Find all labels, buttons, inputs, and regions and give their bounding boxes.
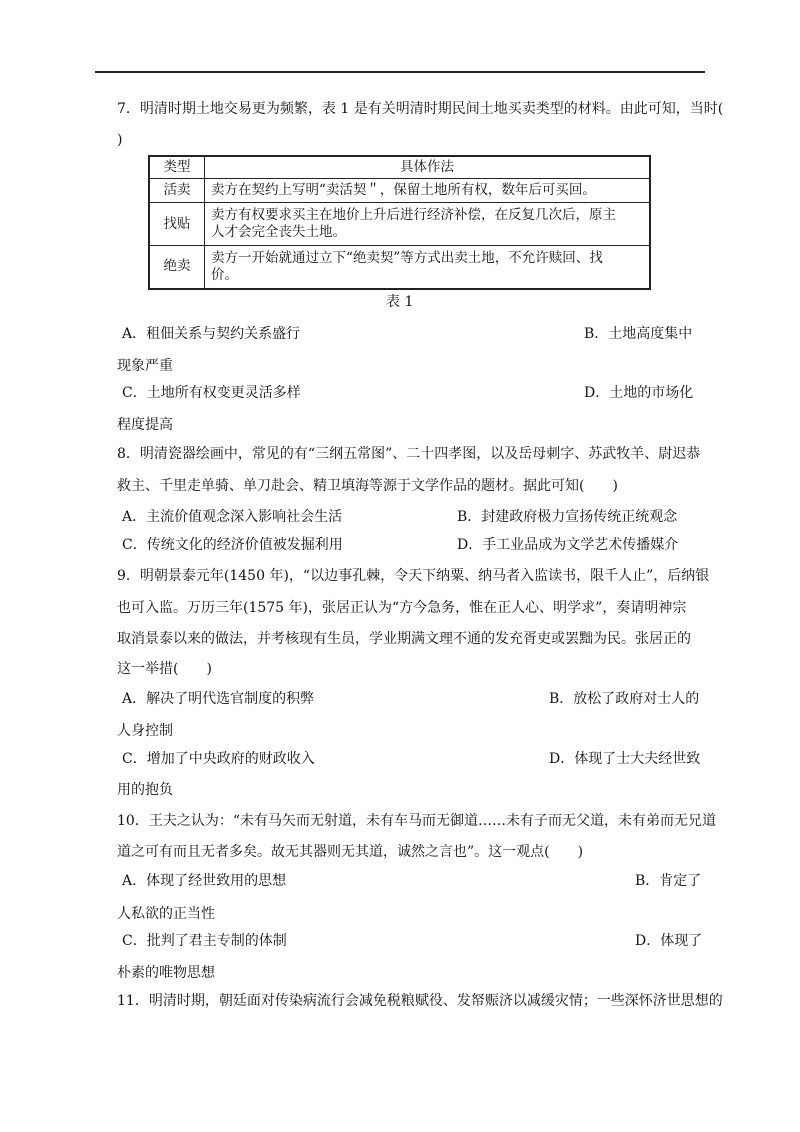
q8-stem-line-2: 救主、千里走单骑、单刀赴会、精卫填海等源于文学作品的题材。据此可知( ) <box>117 478 618 494</box>
q9-stem-line-4: 这一举措( ) <box>117 661 212 677</box>
table-cell-type: 找贴 <box>149 203 205 246</box>
q8-option-b: B．封建政府极力宣扬传统正统观念 <box>457 509 678 525</box>
q9-option-a: A．解决了明代选官制度的积弊 <box>122 691 315 707</box>
desc-line: 价。 <box>211 266 238 283</box>
table-cell-type: 活卖 <box>149 178 205 202</box>
table-caption: 表 1 <box>386 294 414 310</box>
q8-option-c: C．传统文化的经济价值被发掘利用 <box>122 537 343 553</box>
q10-option-c: C．批判了君主专制的体制 <box>122 933 287 949</box>
q9-option-c: C．增加了中央政府的财政收入 <box>122 751 315 767</box>
q7-stem-line-1: 7．明清时期土地交易更为频繁，表 1 是有关明清时期民间土地买卖类型的材料。由此可知，当时( <box>117 101 724 117</box>
table-cell-desc <box>205 245 651 289</box>
land-sale-types-table <box>148 155 651 290</box>
table-header-method: 具体作法 <box>205 156 651 178</box>
q9-option-b-cont: 人身控制 <box>117 723 173 739</box>
q8-option-a: A．主流价值观念深入影响社会生活 <box>122 509 343 525</box>
table-cell-desc: 卖方在契约上写明“卖活契＂，保留土地所有权，数年后可买回。 <box>205 178 651 202</box>
q7-option-b: B．土地高度集中 <box>584 326 693 342</box>
table-row <box>149 178 650 202</box>
q7-option-b-cont: 现象严重 <box>117 358 173 374</box>
q10-option-d: D．体现了 <box>635 933 703 949</box>
desc-line: 卖方一开始就通过立下“绝卖契”等方式出卖土地，不允许赎回、找 <box>211 249 603 266</box>
q8-option-d: D．手工业品成为文学艺术传播媒介 <box>457 537 679 553</box>
q8-stem-line-1: 8．明清瓷器绘画中，常见的有“三纲五常图”、二十四孝图，以及岳母刺字、苏武牧羊、尉迟恭 <box>117 446 701 462</box>
table-header-type: 类型 <box>149 156 205 178</box>
table-header-row <box>149 156 650 178</box>
q7-stem-line-2: ) <box>117 132 123 148</box>
table-cell-desc <box>205 203 651 246</box>
q7-option-a: A．租佃关系与契约关系盛行 <box>122 326 301 342</box>
q9-option-d: D．体现了士大夫经世致 <box>549 751 701 767</box>
desc-line: 人才会完全丧失土地。 <box>211 224 346 240</box>
q7-option-c: C．土地所有权变更灵活多样 <box>122 385 301 401</box>
q10-option-b: B．肯定了 <box>635 873 702 889</box>
q10-option-b-cont: 人私欲的正当性 <box>117 906 215 922</box>
q9-stem-line-2: 也可入监。万历三年(1575 年)，张居正认为“方今急务，惟在正人心、明学求”，奏请明神宗 <box>117 600 687 616</box>
q7-option-d: D．土地的市场化 <box>584 385 694 401</box>
q10-option-d-cont: 朴素的唯物思想 <box>117 965 215 981</box>
q9-stem-line-3: 取消景泰以来的做法，并考核现有生员，学业期满文理不通的发充胥吏或罢黜为民。张居正的 <box>117 631 691 647</box>
q10-option-a: A．体现了经世致用的思想 <box>122 873 287 889</box>
q9-stem-line-1: 9．明朝景泰元年(1450 年)，“以边事孔棘，令天下纳粟、纳马者入监读书，限千人止”，后纳银 <box>117 568 710 584</box>
q9-option-d-cont: 用的抱负 <box>117 782 173 798</box>
q11-stem-line-1: 11．明清时期，朝廷面对传染病流行会减免税粮赋役、发帑赈济以减缓灾情；一些深怀济世思想的 <box>117 993 723 1009</box>
q10-stem-line-2: 道之可有而且无者多矣。故无其器则无其道，诚然之言也”。这一观点( ) <box>117 844 584 860</box>
q10-stem-line-1: 10．王夫之认为：“未有马矢而无射道，未有车马而无御道……未有子而无父道，未有弟而无兄道 <box>117 813 716 829</box>
header-rule <box>95 71 705 73</box>
q7-option-d-cont: 程度提高 <box>117 417 173 433</box>
table-cell-type: 绝卖 <box>149 245 205 289</box>
table-row <box>149 245 650 289</box>
table-row <box>149 203 650 246</box>
q9-option-b: B．放松了政府对士人的 <box>549 691 700 707</box>
desc-line: 卖方有权要求买主在地价上升后进行经济补偿，在反复几次后，原主 <box>211 207 616 223</box>
